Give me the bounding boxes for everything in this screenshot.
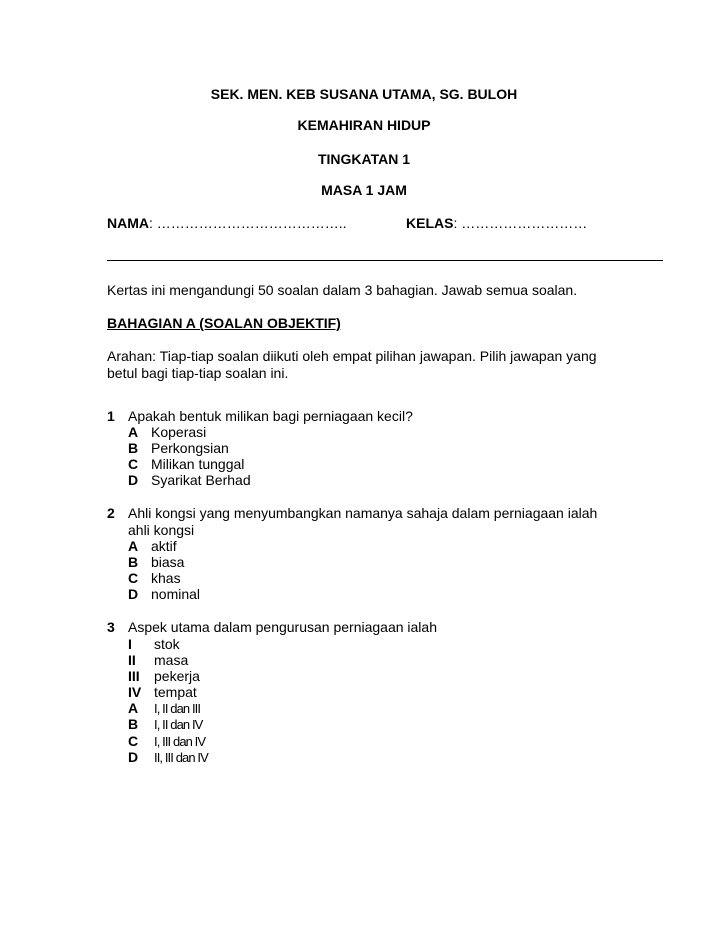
roman-numeral: I (128, 636, 132, 652)
name-blank: : ………………………………….. (149, 215, 347, 231)
instructions-line-1: Arahan: Tiap-tiap soalan diikuti oleh empat pilihan jawapan. Pilih jawapan yang (107, 348, 597, 364)
class-label: KELAS (406, 215, 454, 231)
question-number: 3 (107, 619, 115, 635)
question-text: Apakah bentuk milikan bagi perniagaan kecil? (128, 408, 413, 424)
option-letter: B (128, 716, 139, 732)
option-text: II, III dan IV (154, 750, 208, 765)
class-blank: : ……………………… (453, 215, 588, 231)
option-letter: C (128, 733, 139, 749)
roman-numeral: IV (128, 684, 142, 700)
question-number: 2 (107, 505, 115, 521)
roman-item-text: pekerja (154, 668, 200, 684)
option-text: Perkongsian (151, 440, 229, 456)
option-letter: B (128, 554, 139, 570)
option-letter: D (128, 472, 139, 488)
question-text-line-2: ahli kongsi (128, 522, 195, 538)
option-text: I, III dan IV (154, 734, 206, 749)
option-text: Milikan tunggal (151, 456, 245, 472)
roman-numeral: II (128, 652, 136, 668)
option-letter: A (128, 424, 139, 440)
roman-item-text: tempat (154, 684, 197, 700)
question-number: 1 (107, 408, 115, 424)
section-title: BAHAGIAN A (SOALAN OBJEKTIF) (107, 315, 341, 331)
option-text: khas (151, 570, 181, 586)
paper-intro: Kertas ini mengandungi 50 soalan dalam 3 bahagian. Jawab semua soalan. (107, 282, 578, 298)
form-level: TINGKATAN 1 (317, 151, 411, 167)
class-field (406, 215, 587, 232)
option-text: Koperasi (151, 424, 207, 440)
roman-item-text: masa (154, 652, 189, 668)
option-letter: D (128, 749, 139, 765)
exam-duration: MASA 1 JAM (321, 182, 407, 198)
name-field (107, 215, 347, 232)
option-letter: D (128, 586, 139, 602)
option-text: biasa (151, 554, 185, 570)
option-text: Syarikat Berhad (151, 472, 251, 488)
option-text: I, II dan III (154, 701, 201, 716)
roman-numeral: III (128, 668, 140, 684)
option-letter: C (128, 570, 139, 586)
question-text: Aspek utama dalam pengurusan perniagaan ialah (128, 619, 437, 635)
option-letter: C (128, 456, 139, 472)
subject-title: KEMAHIRAN HIDUP (297, 117, 431, 133)
question-text-line-1: Ahli kongsi yang menyumbangkan namanya sahaja dalam perniagaan ialah (128, 505, 598, 521)
school-name: SEK. MEN. KEB SUSANA UTAMA, SG. BULOH (210, 86, 518, 102)
option-text: I, II dan IV (154, 717, 203, 732)
option-text: aktif (151, 538, 177, 554)
instructions-line-2: betul bagi tiap-tiap soalan ini. (107, 365, 289, 381)
option-text: nominal (151, 586, 201, 602)
option-letter: A (128, 700, 139, 716)
option-letter: B (128, 440, 139, 456)
header-divider (107, 260, 663, 261)
option-letter: A (128, 538, 139, 554)
name-label: NAMA (107, 215, 149, 231)
roman-item-text: stok (154, 636, 180, 652)
